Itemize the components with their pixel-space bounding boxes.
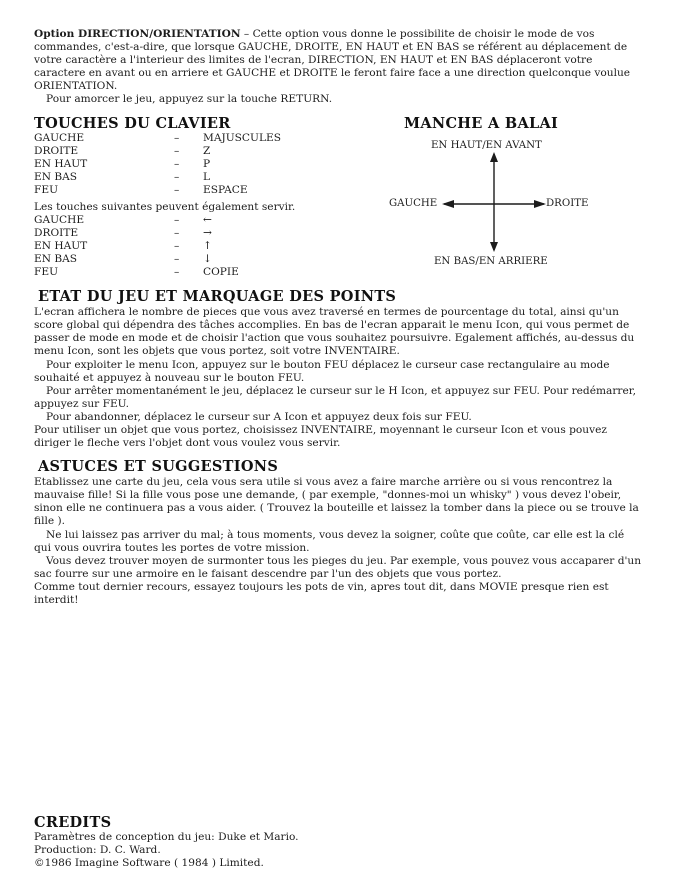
key-name: EN HAUT [34,157,88,170]
key-dash: – [174,132,180,144]
status-title: ETAT DU JEU ET MARQUAGE DES POINTS [38,288,397,305]
tips-title: ASTUCES ET SUGGESTIONS [38,458,279,475]
joystick-right-label: DROITE [546,198,589,209]
key-name: EN BAS [34,252,78,265]
alt-keys-intro: Les touches suivantes peuvent également servir. [34,201,296,213]
key-value: L [203,170,211,183]
key-value: ESPACE [203,183,248,196]
key-value: COPIE [203,265,239,278]
keyboard-title: TOUCHES DU CLAVIER [34,115,231,132]
key-dash: – [174,252,180,265]
key-dash: – [174,226,180,239]
joystick-left-label: GAUCHE [389,198,438,209]
credits-line-1: Paramètres de conception du jeu: Duke et Mario. [34,831,299,843]
key-value: P [203,157,211,170]
alt-key-row [34,266,323,279]
key-value: MAJUSCULES [203,132,281,144]
tips-paragraph-3: Vous devez trouver moyen de surmonter tous les pieges du jeu. Par exemple, vous pouvez vous accaparer d'un sac fourre sur une armoire en le faisant descendre par l'un des objets que vous portez. [34,555,642,580]
joystick-up-label: EN HAUT/EN AVANT [431,140,542,151]
alt-key-row [34,214,323,227]
key-dash: – [174,214,180,226]
key-name: FEU [34,183,59,196]
joystick-title: MANCHE A BALAI [404,115,559,132]
start-instruction: Pour amorcer le jeu, appuyez sur la touche RETURN. [46,93,333,105]
status-paragraph-1: L'ecran affichera le nombre de pieces que vous avez traversé en termes de pourcentage du total, ainsi qu'un score global qui dépendra des tâches accomplies. En bas de l'ecran apparait le menu Icon, qui vous permet de passer de mode en mode et de choisir l'action que vous souhaitez poursuivre. Egalement affichés, au-dessus du menu Icon, sont les objets que vous portez, soit votre INVENTAIRE. [34,306,635,357]
key-name: GAUCHE [34,214,85,226]
credits-title: CREDITS [34,814,112,831]
option-text: – Cette option vous donne le possibilite de choisir le mode de vos commandes, c'est-a-dire, que lorsque GAUCHE, DROITE, EN HAUT et EN BAS se référent au déplacement de votre caractère a l'interieur des limites de l'ecran, DIRECTION, EN HAUT et EN BAS déplaceront votre caractere en avant ou en arriere et GAUCHE et DROITE le feront faire face a une direction quelconque voulue ORIENTATION. [34,28,631,92]
key-name: FEU [34,265,59,278]
status-paragraph-4: Pour abandonner, déplacez le curseur sur A Icon et appuyez deux fois sur FEU. [46,411,472,423]
status-paragraph-2: Pour exploiter le menu Icon, appuyez sur le bouton FEU déplacez le curseur case rectangulaire au mode souhaité et appuyez à nouveau sur le bouton FEU. [34,359,610,384]
credits-line-3: ©1986 Imagine Software ( 1984 ) Limited. [34,857,264,869]
alt-keyboard-table [34,214,323,278]
down-arrow-icon: ↓ [203,252,212,265]
status-paragraph-5: Pour utiliser un objet que vous portez, choisissez INVENTAIRE, moyennant le curseur Icon et vous pouvez diriger le fleche vers l'objet dont vous voulez vous servir. [34,424,607,449]
key-row [34,158,323,171]
right-arrow-icon: → [203,226,212,239]
key-dash: – [174,239,180,252]
credits-block [34,831,299,870]
key-dash: – [174,265,180,278]
key-dash: – [174,144,180,157]
key-value: Z [203,144,211,157]
key-row [34,132,323,145]
keyboard-table [34,132,323,196]
status-paragraph-3: Pour arrêter momentanément le jeu, déplacez le curseur sur le H Icon, et appuyez sur FEU. Pour redémarrer, appuyez sur FEU. [34,385,636,410]
key-name: DROITE [34,226,79,239]
key-name: GAUCHE [34,132,85,144]
alt-key-row [34,253,323,266]
alt-key-row [34,227,323,240]
tips-paragraph-2: Ne lui laissez pas arriver du mal; à tous moments, vous devez la soigner, coûte que coûte, car elle est la clé qui vous ouvrira toutes les portes de votre mission. [34,529,625,554]
key-row [34,171,323,184]
alt-key-row [34,240,323,253]
left-arrow-icon: ← [203,214,212,226]
credits-line-2: Production: D. C. Ward. [34,844,161,856]
joystick-down-label: EN BAS/EN ARRIERE [434,256,548,267]
key-row [34,184,323,197]
intro-paragraph [34,28,644,93]
key-name: DROITE [34,144,79,157]
key-dash: – [174,157,180,170]
key-name: EN BAS [34,170,78,183]
tips-paragraph-1: Etablissez une carte du jeu, cela vous sera utile si vous avez a faire marche arrière ou si vous rencontrez la mauvaise fille! Si la fille vous pose une demande, ( par exemple, "donnes-moi un whisky" ) vous devez l'obeir, sinon elle ne continuera pas a vous aider. ( Trouvez la bouteille et laissez la tomber dans la piece ou se trouve la fille ). [34,476,639,527]
key-dash: – [174,183,180,196]
up-arrow-icon: ↑ [203,239,212,252]
option-lead: Option DIRECTION/ORIENTATION [34,28,241,40]
tips-paragraph-4: Comme tout dernier recours, essayez toujours les pots de vin, apres tout dit, dans MOVIE presque rien est interdit! [34,581,609,606]
joystick-cross-icon [440,150,550,254]
key-row [34,145,323,158]
key-name: EN HAUT [34,239,88,252]
key-dash: – [174,170,180,183]
